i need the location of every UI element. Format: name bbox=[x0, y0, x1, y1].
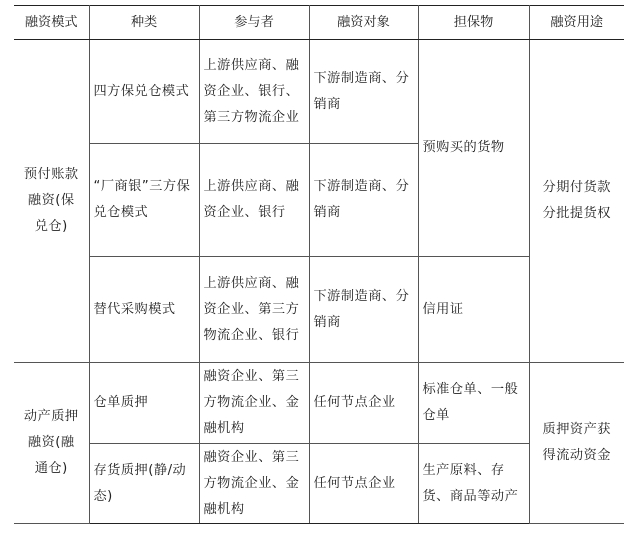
participants-cell: 上游供应商、融资企业、银行、第三方物流企业 bbox=[199, 40, 309, 144]
collateral-cell: 预购买的货物 bbox=[418, 40, 529, 257]
target-cell: 下游制造商、分销商 bbox=[309, 257, 418, 363]
collateral-cell: 信用证 bbox=[418, 257, 529, 363]
header-financing-target: 融资对象 bbox=[309, 6, 418, 40]
type-cell: 替代采购模式 bbox=[89, 257, 199, 363]
mode-cell: 动产质押融资(融通仓) bbox=[14, 363, 89, 524]
header-financing-purpose: 融资用途 bbox=[529, 6, 624, 40]
target-cell: 下游制造商、分销商 bbox=[309, 40, 418, 144]
header-type: 种类 bbox=[89, 6, 199, 40]
participants-cell: 融资企业、第三方物流企业、金融机构 bbox=[199, 363, 309, 444]
header-financing-mode: 融资模式 bbox=[14, 6, 89, 40]
type-cell: 仓单质押 bbox=[89, 363, 199, 444]
purpose-cell: 分期付货款分批提货权 bbox=[529, 40, 624, 363]
table-header bbox=[14, 6, 624, 40]
target-cell: 任何节点企业 bbox=[309, 444, 418, 524]
table-row bbox=[14, 363, 624, 444]
header-row bbox=[14, 6, 624, 40]
collateral-cell: 生产原料、存货、商品等动产 bbox=[418, 444, 529, 524]
financing-modes-table bbox=[14, 5, 624, 524]
type-cell: 存货质押(静/动态) bbox=[89, 444, 199, 524]
header-participants: 参与者 bbox=[199, 6, 309, 40]
type-cell: “厂商银”三方保兑仓模式 bbox=[89, 144, 199, 257]
purpose-cell: 质押资产获得流动资金 bbox=[529, 363, 624, 524]
participants-cell: 融资企业、第三方物流企业、金融机构 bbox=[199, 444, 309, 524]
target-cell: 任何节点企业 bbox=[309, 363, 418, 444]
target-cell: 下游制造商、分销商 bbox=[309, 144, 418, 257]
table-row bbox=[14, 40, 624, 144]
table-body bbox=[14, 40, 624, 524]
collateral-cell: 标准仓单、一般仓单 bbox=[418, 363, 529, 444]
participants-cell: 上游供应商、融资企业、第三方物流企业、银行 bbox=[199, 257, 309, 363]
participants-cell: 上游供应商、融资企业、银行 bbox=[199, 144, 309, 257]
type-cell: 四方保兑仓模式 bbox=[89, 40, 199, 144]
mode-cell: 预付账款融资(保兑仓) bbox=[14, 40, 89, 363]
header-collateral: 担保物 bbox=[418, 6, 529, 40]
